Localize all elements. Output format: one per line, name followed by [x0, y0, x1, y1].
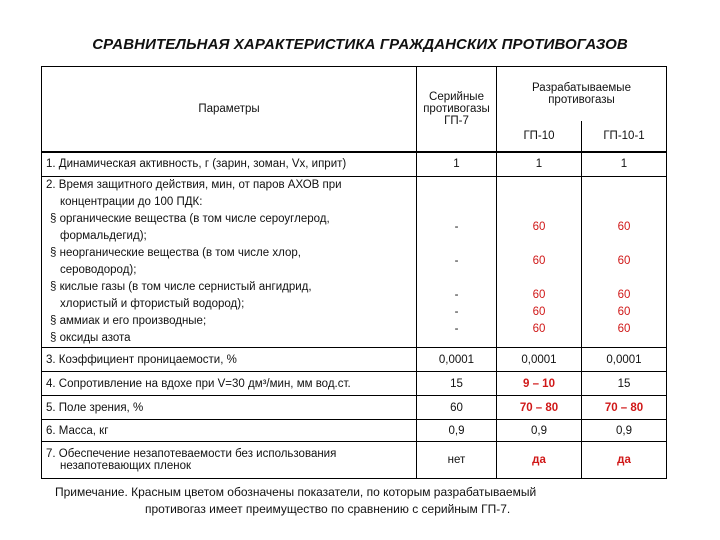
row7-gp101: да — [582, 442, 667, 479]
footnote-line1: Примечание. Красным цветом обозначены показатели, по которым разрабатываемый — [55, 485, 537, 499]
page-title: СРАВНИТЕЛЬНАЯ ХАРАКТЕРИСТИКА ГРАЖДАНСКИХ ПРОТИВОГАЗОВ — [92, 36, 628, 53]
row2-b5: § оксиды азота — [50, 332, 131, 344]
row2-gp7 — [417, 177, 497, 348]
header-serial-l2: противогазы — [423, 102, 490, 115]
row3-label: 3. Коэффициент проницаемости, % — [42, 348, 417, 372]
row5-label: 5. Поле зрения, % — [42, 396, 417, 420]
row2-b1a: § органические вещества (в том числе сероуглерод, — [50, 213, 330, 225]
row2-gp7-v1: - — [454, 221, 459, 233]
row1-gp10: 1 — [497, 152, 582, 177]
row2-gp10-v3: 60 — [532, 289, 546, 301]
header-serial-l1: Серийные — [429, 90, 484, 103]
row2-l1: 2. Время защитного действия, мин, от паров АХОВ при — [46, 179, 342, 191]
footnote-line2: противогаз имеет преимущество по сравнению с серийным ГП-7. — [145, 502, 511, 516]
row7-gp10: да — [497, 442, 582, 479]
header-dev-l2: противогазы — [548, 93, 615, 106]
row3-gp10: 0,0001 — [497, 348, 582, 372]
table-row — [42, 372, 667, 396]
row4-gp101: 15 — [582, 372, 667, 396]
row7-label — [42, 442, 417, 479]
row5-gp101: 70 – 80 — [582, 396, 667, 420]
row1-label: 1. Динамическая активность, г (зарин, зоман, Vx, иприт) — [42, 152, 417, 177]
table-row — [42, 152, 667, 177]
comparison-table — [41, 66, 667, 479]
header-serial-l3: ГП-7 — [444, 114, 469, 127]
row2-gp101-v4: 60 — [617, 306, 631, 318]
row1-gp7: 1 — [417, 152, 497, 177]
row2-gp101-v5: 60 — [617, 323, 631, 335]
table-row — [42, 420, 667, 442]
row2-l2: концентрации до 100 ПДК: — [60, 196, 203, 208]
footnote — [55, 484, 695, 518]
row2-gp10 — [497, 177, 582, 348]
row4-label: 4. Сопротивление на вдохе при V=30 дм³/мин, мм вод.ст. — [42, 372, 417, 396]
header-serial — [417, 67, 497, 152]
row2-gp7-v4: - — [454, 306, 459, 318]
row2-gp10-v2: 60 — [532, 255, 546, 267]
row2-gp10-v5: 60 — [532, 323, 546, 335]
row4-gp10: 9 – 10 — [497, 372, 582, 396]
row2-b3a: § кислые газы (в том числе сернистый ангидрид, — [50, 281, 312, 293]
row5-gp7: 60 — [417, 396, 497, 420]
table-row — [42, 348, 667, 372]
header-gp10: ГП-10 — [497, 121, 582, 152]
row2-gp101-v2: 60 — [617, 255, 631, 267]
row2-gp101-v1: 60 — [617, 221, 631, 233]
row7-gp7: нет — [417, 442, 497, 479]
row2-b3b: хлористый и фтористый водород); — [60, 298, 245, 310]
table-row — [42, 177, 667, 348]
row2-gp10-v4: 60 — [532, 306, 546, 318]
row2-b4: § аммиак и его производные; — [50, 315, 207, 327]
row2-gp10-v1: 60 — [532, 221, 546, 233]
header-params — [42, 67, 417, 152]
row3-gp101: 0,0001 — [582, 348, 667, 372]
row7-label-l2: незапотевающих пленок — [60, 460, 192, 472]
row2-gp7-v5: - — [454, 323, 459, 335]
row6-gp101: 0,9 — [582, 420, 667, 442]
row6-label: 6. Масса, кг — [42, 420, 417, 442]
row6-gp10: 0,9 — [497, 420, 582, 442]
row2-label — [42, 177, 417, 348]
row7-label-l1: 7. Обеспечение незапотеваемости без использования — [46, 448, 337, 460]
row2-gp101-v3: 60 — [617, 289, 631, 301]
row2-b2a: § неорганические вещества (в том числе хлор, — [50, 247, 301, 259]
header-dev — [497, 67, 667, 121]
row2-gp7-v2: - — [454, 255, 459, 267]
row5-gp10: 70 – 80 — [497, 396, 582, 420]
row3-gp7: 0,0001 — [417, 348, 497, 372]
row6-gp7: 0,9 — [417, 420, 497, 442]
row1-gp101: 1 — [582, 152, 667, 177]
table-row — [42, 396, 667, 420]
row2-b2b: сероводород); — [60, 264, 137, 276]
row2-gp101 — [582, 177, 667, 348]
row4-gp7: 15 — [417, 372, 497, 396]
header-params-label: Параметры — [198, 102, 260, 115]
table-row — [42, 442, 667, 479]
header-gp101: ГП-10-1 — [582, 121, 667, 152]
row2-b1b: формальдегид); — [60, 230, 147, 242]
header-dev-l1: Разрабатываемые — [532, 81, 631, 94]
row2-gp7-v3: - — [454, 289, 459, 301]
